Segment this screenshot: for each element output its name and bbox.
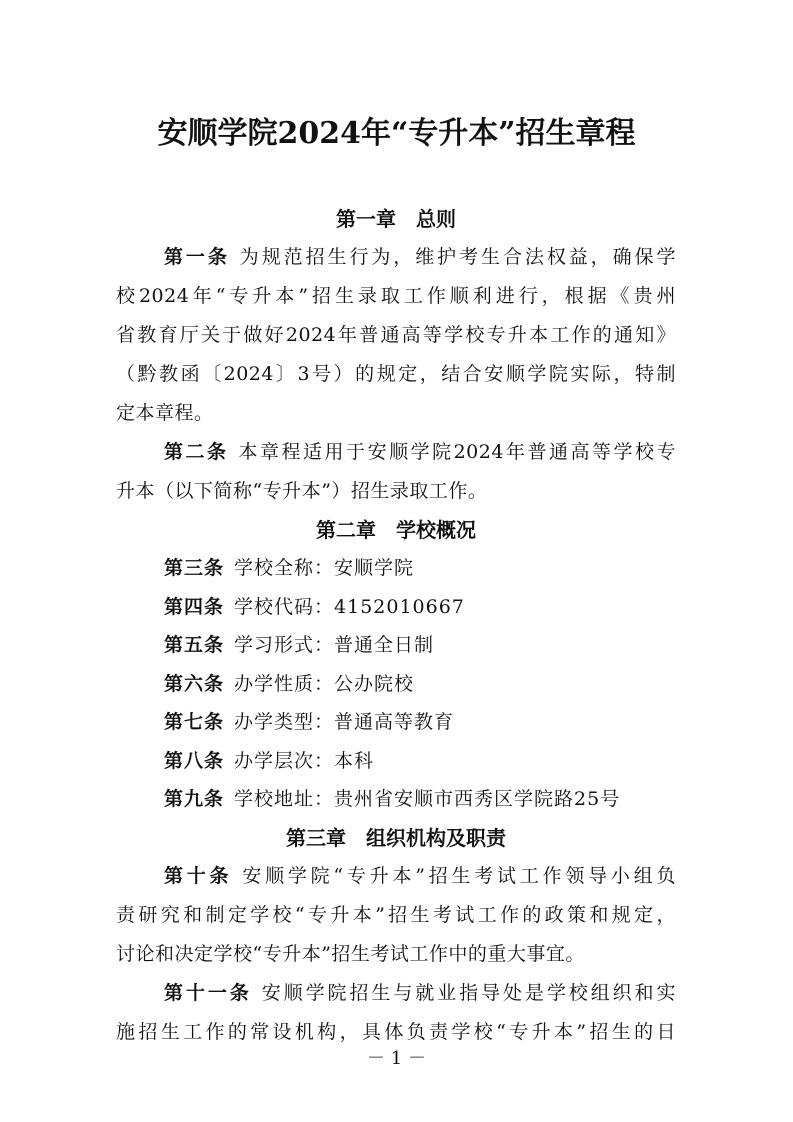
article-10-line: 讨论和决定学校“专升本”招生考试工作中的重大事宜。 — [116, 942, 585, 965]
document-title: 安顺学院2024年“专升本”招生章程 — [157, 116, 636, 151]
article-text: 办学类型：普通高等教育 — [234, 711, 455, 733]
article-1-line: 定本章程。 — [116, 402, 214, 424]
article-text: 安顺学院“专升本”招生考试工作领导小组负 — [242, 864, 676, 887]
article-text: 学校代码：4152010667 — [234, 595, 465, 618]
article-text: 安顺学院招生与就业指导处是学校组织和实 — [261, 981, 676, 1004]
article-label: 第十条 — [164, 864, 233, 887]
article-label: 第一条 — [164, 246, 230, 268]
article-11-line: 施招生工作的常设机构，具体负责学校“专升本”招生的日 — [116, 1020, 676, 1043]
article-label: 第四条 — [164, 595, 225, 618]
school-info-line — [116, 780, 676, 819]
article-label: 第七条 — [164, 711, 225, 733]
article-1-line — [116, 238, 676, 277]
school-info-line — [116, 742, 676, 781]
article-1-line: （黔教函〔2024〕3号）的规定，结合安顺学院实际，特制 — [116, 363, 676, 385]
article-10-line: 责研究和制定学校“专升本”招生考试工作的政策和规定， — [116, 903, 676, 926]
article-10-line — [116, 857, 676, 896]
chapter-heading-organization: 第三章 组织机构及职责 — [286, 825, 506, 850]
article-2-line — [116, 433, 676, 472]
school-info-line — [116, 549, 676, 588]
article-1-line: 校2024年“专升本”招生录取工作顺利进行，根据《贵州 — [116, 285, 676, 307]
article-label: 第五条 — [164, 634, 225, 656]
article-text: 办学层次：本科 — [234, 749, 375, 772]
article-label: 第三条 — [164, 557, 225, 579]
article-text: 本章程适用于安顺学院2024年普通高等学校专 — [238, 441, 676, 463]
article-label: 第六条 — [164, 672, 225, 695]
chapter-heading-school-overview: 第二章 学校概况 — [316, 518, 476, 542]
school-info-line — [116, 703, 676, 742]
school-info-line — [116, 665, 676, 704]
school-info-line — [116, 626, 676, 665]
article-2-line: 升本（以下简称“专升本”）招生录取工作。 — [116, 480, 488, 502]
article-label: 第二条 — [164, 441, 229, 463]
page-number: － 1 － — [367, 1048, 426, 1069]
article-label: 第十一条 — [164, 981, 252, 1004]
article-text: 学习形式：普通全日制 — [234, 634, 435, 656]
article-label: 第九条 — [164, 788, 225, 810]
chapter-heading-general: 第一章 总则 — [336, 207, 456, 231]
article-text: 办学性质：公办院校 — [234, 672, 415, 695]
article-text: 为规范招生行为，维护考生合法权益，确保学 — [239, 246, 676, 268]
article-1-line: 省教育厅关于做好2024年普通高等学校专升本工作的通知》 — [116, 324, 676, 346]
article-11-line — [116, 974, 676, 1013]
document-body — [116, 200, 676, 1052]
article-text: 学校地址：贵州省安顺市西秀区学院路25号 — [234, 788, 621, 810]
school-info-line — [116, 588, 676, 627]
article-label: 第八条 — [164, 749, 225, 772]
article-text: 学校全称：安顺学院 — [234, 557, 415, 579]
